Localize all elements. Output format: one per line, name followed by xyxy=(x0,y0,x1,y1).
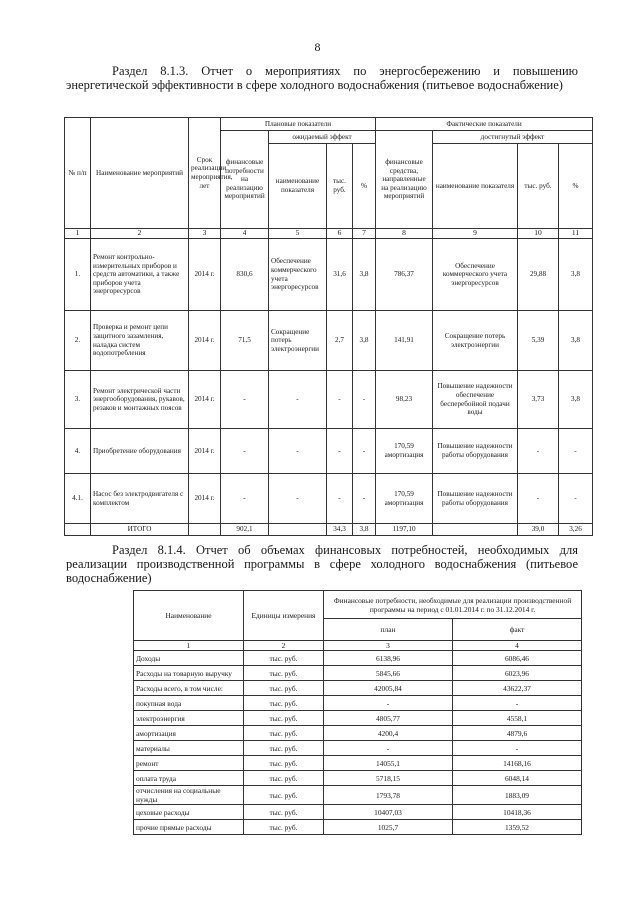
colnum: 6 xyxy=(327,229,353,239)
col-header-fact: факт xyxy=(453,619,582,641)
row-plan: 14055,1 xyxy=(324,756,453,771)
row-name: Проверка и ремонт цепи защитного зазамления, наладка систем водопотребления xyxy=(91,311,189,371)
colnum: 4 xyxy=(221,229,269,239)
row-exp-pct: 3,8 xyxy=(353,239,376,311)
section-8-1-3-title-text: Раздел 8.1.3. Отчет о мероприятиях по энергосбережению и повышению энергетической эффективности в сфере холодного водоснабжения (питьевое водоснабжение) xyxy=(66,64,578,92)
page-number: 8 xyxy=(314,40,321,54)
col-header-exp-name: наименование показателя xyxy=(269,144,327,229)
row-unit: тыс. руб. xyxy=(244,771,324,786)
table-row xyxy=(65,239,593,311)
row-exp-name: Обеспечение коммерческого учета энергоресурсов xyxy=(269,239,327,311)
colnum: 1 xyxy=(134,641,244,651)
row-ach-thous: 5,39 xyxy=(518,311,559,371)
row-plan: 6138,96 xyxy=(324,651,453,666)
row-name: Ремонт электрической части энергооборудования, рукавов, резаков и монтажных поясов xyxy=(91,371,189,429)
row-fact: 10418,36 xyxy=(453,805,582,820)
row-plan-fin: - xyxy=(221,474,269,524)
row-ach-name: Сокращение потерь электроэнергии xyxy=(433,311,518,371)
row-name: Расходы на товарную выручку xyxy=(134,666,244,681)
row-no: 3. xyxy=(65,371,91,429)
col-header-fin: Финансовые потребности, необходимые для реализации производственной программы на период с 01.01.2014 г. по 31.12.2014 г. xyxy=(324,591,582,619)
row-ach-pct: 3,8 xyxy=(559,371,593,429)
total-ach-thous: 39,0 xyxy=(518,524,559,536)
row-plan: - xyxy=(324,741,453,756)
col-header-fact: Фактические показатели xyxy=(376,118,593,131)
table-row xyxy=(134,786,582,805)
row-term: 2014 г. xyxy=(189,239,221,311)
row-fact-fin: 170,59 амортизация xyxy=(376,429,433,474)
row-name: Расходы всего, в том числе: xyxy=(134,681,244,696)
table-row xyxy=(134,666,582,681)
row-fact: 6086,46 xyxy=(453,651,582,666)
row-exp-name: - xyxy=(269,371,327,429)
total-exp-thous: 34,3 xyxy=(327,524,353,536)
total-exp-pct: 3,8 xyxy=(353,524,376,536)
section-8-1-4-title xyxy=(66,543,578,585)
row-fact: - xyxy=(453,696,582,711)
row-name: прочие прямые расходы xyxy=(134,820,244,835)
colnum: 5 xyxy=(269,229,327,239)
row-ach-thous: - xyxy=(518,474,559,524)
row-ach-pct: 3,8 xyxy=(559,311,593,371)
row-unit: тыс. руб. xyxy=(244,726,324,741)
row-fact-fin: 98,23 xyxy=(376,371,433,429)
row-fact: 4558,1 xyxy=(453,711,582,726)
colnum: 8 xyxy=(376,229,433,239)
section-8-1-4-title-text: Раздел 8.1.4. Отчет об объемах финансовых потребностей, необходимых для реализации производственной программы в сфере холодного водоснабжения (питьевое водоснабжение) xyxy=(66,543,578,585)
row-name: покупная вода xyxy=(134,696,244,711)
row-no: 4.1. xyxy=(65,474,91,524)
row-ach-name: Повышение надежности обеспечение бесперебойной подачи воды xyxy=(433,371,518,429)
row-exp-thous: 31,6 xyxy=(327,239,353,311)
total-plan-fin: 902,1 xyxy=(221,524,269,536)
row-plan: - xyxy=(324,696,453,711)
row-unit: тыс. руб. xyxy=(244,805,324,820)
colnum: 3 xyxy=(189,229,221,239)
row-term: 2014 г. xyxy=(189,311,221,371)
row-plan: 1793,78 xyxy=(324,786,453,805)
colnum: 7 xyxy=(353,229,376,239)
row-exp-pct: 3,8 xyxy=(353,311,376,371)
row-exp-name: - xyxy=(269,474,327,524)
row-unit: тыс. руб. xyxy=(244,786,324,805)
colnum: 10 xyxy=(518,229,559,239)
table-row xyxy=(65,371,593,429)
row-unit: тыс. руб. xyxy=(244,651,324,666)
row-plan-fin: - xyxy=(221,371,269,429)
row-name: материалы xyxy=(134,741,244,756)
row-exp-pct: - xyxy=(353,474,376,524)
row-fact: 14168,16 xyxy=(453,756,582,771)
row-fact: 6023,96 xyxy=(453,666,582,681)
row-name: Ремонт контрольно-измерительных приборов и средств автоматики, а также приборов учета энергоресурсов xyxy=(91,239,189,311)
row-name: Насос без электродвигателя с комплектом xyxy=(91,474,189,524)
row-name: Доходы xyxy=(134,651,244,666)
row-name: ремонт xyxy=(134,756,244,771)
row-ach-pct: - xyxy=(559,429,593,474)
section-8-1-3-title xyxy=(66,64,578,92)
row-unit: тыс. руб. xyxy=(244,756,324,771)
row-ach-pct: 3,8 xyxy=(559,239,593,311)
col-header-plan: план xyxy=(324,619,453,641)
row-plan-fin: 830,6 xyxy=(221,239,269,311)
row-plan: 4200,4 xyxy=(324,726,453,741)
row-name: Приобретение оборудования xyxy=(91,429,189,474)
row-ach-name: Повышение надежности работы оборудования xyxy=(433,429,518,474)
col-header-exp-pct: % xyxy=(353,144,376,229)
col-header-expected: ожидаемый эффект xyxy=(269,131,376,144)
col-header-name: Наименование xyxy=(134,591,244,641)
col-header-plan: Плановые показатели xyxy=(221,118,376,131)
col-header-fact-fin: финансовые средства, направленные на реализацию мероприятий xyxy=(376,131,433,229)
row-unit: тыс. руб. xyxy=(244,820,324,835)
row-term: 2014 г. xyxy=(189,429,221,474)
table-row xyxy=(134,756,582,771)
row-exp-thous: 2,7 xyxy=(327,311,353,371)
row-unit: тыс. руб. xyxy=(244,711,324,726)
total-row xyxy=(65,524,593,536)
column-number-row xyxy=(65,229,593,239)
financial-needs-table xyxy=(133,590,582,835)
row-no: 4. xyxy=(65,429,91,474)
row-fact-fin: 170,59 амортизация xyxy=(376,474,433,524)
row-plan: 42005,84 xyxy=(324,681,453,696)
colnum: 2 xyxy=(91,229,189,239)
row-fact-fin: 141,91 xyxy=(376,311,433,371)
table-row xyxy=(134,651,582,666)
colnum: 2 xyxy=(244,641,324,651)
table-row xyxy=(65,474,593,524)
col-header-ach-name: наименование показателя xyxy=(433,144,518,229)
row-unit: тыс. руб. xyxy=(244,741,324,756)
col-header-achieved: достигнутый эффект xyxy=(433,131,593,144)
col-header-exp-thous: тыс. руб. xyxy=(327,144,353,229)
col-header-name: Наименование мероприятий xyxy=(91,118,189,229)
row-name: отчисления на социальные нужды xyxy=(134,786,244,805)
colnum: 11 xyxy=(559,229,593,239)
row-exp-name: Сокращение потерь электроэнергии xyxy=(269,311,327,371)
row-plan: 5845,66 xyxy=(324,666,453,681)
row-plan: 10407,03 xyxy=(324,805,453,820)
total-fact-fin: 1197,10 xyxy=(376,524,433,536)
row-fact: 6048,14 xyxy=(453,771,582,786)
row-fact: 4879,6 xyxy=(453,726,582,741)
row-exp-thous: - xyxy=(327,371,353,429)
row-ach-name: Повышение надежности работы оборудования xyxy=(433,474,518,524)
row-exp-thous: - xyxy=(327,429,353,474)
colnum: 4 xyxy=(453,641,582,651)
col-header-plan-fin: финансовые потребности на реализацию мероприятий xyxy=(221,131,269,229)
column-number-row xyxy=(134,641,582,651)
col-header-no: № п/п xyxy=(65,118,91,229)
total-ach-pct: 3,26 xyxy=(559,524,593,536)
row-exp-pct: - xyxy=(353,429,376,474)
row-name: цеховые расходы xyxy=(134,805,244,820)
row-term: 2014 г. xyxy=(189,474,221,524)
col-header-unit: Единицы измерения xyxy=(244,591,324,641)
colnum: 9 xyxy=(433,229,518,239)
row-unit: тыс. руб. xyxy=(244,696,324,711)
row-unit: тыс. руб. xyxy=(244,681,324,696)
row-ach-thous: - xyxy=(518,429,559,474)
row-ach-pct: - xyxy=(559,474,593,524)
row-term: 2014 г. xyxy=(189,371,221,429)
col-header-ach-pct: % xyxy=(559,144,593,229)
row-plan: 5718,15 xyxy=(324,771,453,786)
row-fact-fin: 786,37 xyxy=(376,239,433,311)
row-no: 2. xyxy=(65,311,91,371)
row-name: амортизация xyxy=(134,726,244,741)
total-label: ИТОГО xyxy=(91,524,189,536)
row-fact: 1883,09 xyxy=(453,786,582,805)
row-fact: 1359,52 xyxy=(453,820,582,835)
row-unit: тыс. руб. xyxy=(244,666,324,681)
row-name: электроэнергия xyxy=(134,711,244,726)
colnum: 3 xyxy=(324,641,453,651)
row-no: 1. xyxy=(65,239,91,311)
row-fact: - xyxy=(453,741,582,756)
table-row xyxy=(134,711,582,726)
row-exp-thous: - xyxy=(327,474,353,524)
table-row xyxy=(134,805,582,820)
row-ach-thous: 3,73 xyxy=(518,371,559,429)
colnum: 1 xyxy=(65,229,91,239)
row-ach-name: Обеспечение коммерческого учета энергоресурсов xyxy=(433,239,518,311)
col-header-ach-thous: тыс. руб. xyxy=(518,144,559,229)
row-exp-pct: - xyxy=(353,371,376,429)
table-row xyxy=(65,311,593,371)
row-exp-name: - xyxy=(269,429,327,474)
col-header-term: Срок реализации мероприятия, лет xyxy=(189,118,221,229)
table-row xyxy=(134,681,582,696)
row-ach-thous: 29,88 xyxy=(518,239,559,311)
table-row xyxy=(134,771,582,786)
row-name: оплата труда xyxy=(134,771,244,786)
row-plan-fin: 71,5 xyxy=(221,311,269,371)
row-plan-fin: - xyxy=(221,429,269,474)
row-plan: 1025,7 xyxy=(324,820,453,835)
table-row xyxy=(134,696,582,711)
table-row xyxy=(134,820,582,835)
table-row xyxy=(134,741,582,756)
row-fact: 43622,37 xyxy=(453,681,582,696)
table-row xyxy=(65,429,593,474)
row-plan: 4805,77 xyxy=(324,711,453,726)
energy-saving-measures-table xyxy=(64,117,593,536)
table-row xyxy=(134,726,582,741)
